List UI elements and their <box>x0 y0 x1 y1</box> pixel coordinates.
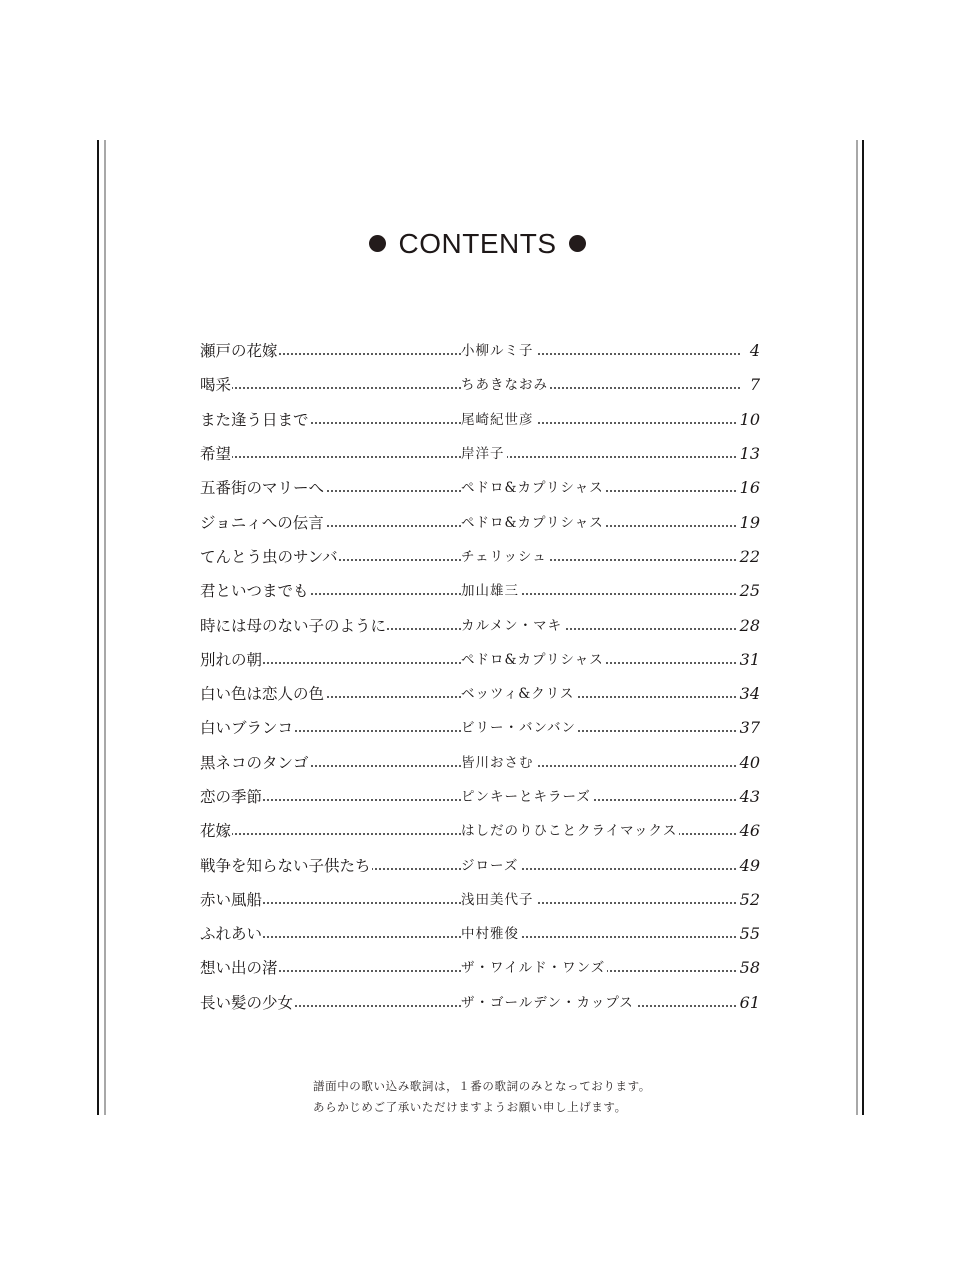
artist-name: ベッツィ&クリス <box>461 686 575 703</box>
bullet-dot-icon <box>569 235 586 252</box>
page-number: 10 <box>739 409 760 429</box>
left-border-rule-dark <box>97 140 99 1115</box>
artist-name: チェリッシュ <box>461 548 547 565</box>
artist-name: ペドロ&カプリシャス <box>461 514 604 531</box>
toc-entry <box>200 814 760 848</box>
page-number: 37 <box>739 718 760 738</box>
song-title: 別れの朝 <box>200 650 263 669</box>
page-number: 43 <box>739 787 760 806</box>
toc-entry <box>200 608 760 642</box>
table-of-contents <box>200 334 760 1020</box>
left-border-rule-light <box>104 140 106 1115</box>
page-number: 25 <box>739 581 760 601</box>
toc-entry <box>200 540 760 574</box>
song-title: 花嫁 <box>200 822 232 841</box>
right-border-rule-dark <box>862 140 864 1115</box>
toc-entry <box>200 951 760 985</box>
song-title: 長い髪の少女 <box>200 993 294 1012</box>
toc-entry <box>200 848 760 882</box>
page-number: 40 <box>739 752 760 772</box>
page-number: 58 <box>739 958 760 978</box>
artist-name: 加山雄三 <box>461 583 519 600</box>
page-number: 16 <box>739 478 760 498</box>
toc-entry <box>200 780 760 814</box>
page-number: 46 <box>739 821 760 841</box>
song-title: 戦争を知らない子供たち <box>200 856 371 875</box>
page-number: 52 <box>739 889 760 909</box>
song-title: ふれあい <box>200 925 263 944</box>
page-number: 61 <box>739 992 760 1012</box>
toc-entry <box>200 505 760 539</box>
toc-entry <box>200 471 760 505</box>
artist-name: ピンキーとキラーズ <box>461 789 591 805</box>
song-title: 白いブランコ <box>200 719 294 738</box>
artist-name: ペドロ&カプリシャス <box>461 480 604 497</box>
page-number: 7 <box>744 375 760 395</box>
artist-name: カルメン・マキ <box>461 617 563 634</box>
artist-name: 尾崎紀世彦 <box>461 411 534 428</box>
toc-entry <box>200 334 760 368</box>
artist-name: 皆川おさむ <box>461 754 534 771</box>
song-title: 恋の季節 <box>200 788 263 806</box>
song-title: 黒ネコのタンゴ <box>200 753 309 772</box>
artist-name: ジローズ <box>461 857 519 874</box>
song-title: 君といつまでも <box>200 582 309 601</box>
song-title: ジョニィへの伝言 <box>200 513 324 532</box>
toc-entry <box>200 917 760 951</box>
artist-name: ザ・ワイルド・ワンズ <box>461 960 606 977</box>
page-number: 49 <box>739 855 760 875</box>
page-number: 22 <box>739 546 760 566</box>
song-title: 希望 <box>200 445 232 464</box>
artist-name: 浅田美代子 <box>461 891 534 908</box>
toc-entry <box>200 677 760 711</box>
artist-name: 岸洋子 <box>461 446 505 463</box>
page-number: 28 <box>739 615 760 635</box>
toc-entry <box>200 574 760 608</box>
song-title: 赤い風船 <box>200 890 263 909</box>
artist-name: はしだのりひことクライマックス <box>461 823 678 840</box>
toc-entry <box>200 437 760 471</box>
artist-name: ビリー・バンバン <box>461 720 577 737</box>
toc-entry <box>200 403 760 437</box>
page-title-text: CONTENTS <box>398 228 557 259</box>
footer-note-line-2: あらかじめご了承いただけますようお願い申し上げます。 <box>313 1100 627 1114</box>
page-number: 31 <box>739 649 760 669</box>
song-title: 白い色は恋人の色 <box>200 685 325 704</box>
right-border-rule-light <box>856 140 858 1115</box>
dot-leader <box>200 387 461 389</box>
dot-leader <box>200 456 461 458</box>
dot-leader <box>200 833 461 835</box>
artist-name: ちあきなおみ <box>461 377 548 394</box>
page-number: 4 <box>744 341 760 361</box>
toc-entry <box>200 986 760 1020</box>
artist-name: 小柳ルミ子 <box>461 343 534 360</box>
song-title: 瀬戸の花嫁 <box>200 342 278 361</box>
song-title: てんとう虫のサンバ <box>200 547 338 566</box>
footer-note-line-1: 譜面中の歌い込み歌詞は，１番の歌詞のみとなっております。 <box>313 1079 651 1093</box>
artist-name: 中村雅俊 <box>461 926 519 943</box>
page-number: 34 <box>739 684 760 704</box>
page-number: 13 <box>739 444 760 464</box>
toc-entry <box>200 711 760 745</box>
page-title <box>0 226 955 262</box>
toc-entry <box>200 746 760 780</box>
song-title: 五番街のマリーへ <box>200 479 325 498</box>
bullet-dot-icon <box>369 235 386 252</box>
artist-name: ペドロ&カプリシャス <box>461 651 604 668</box>
toc-entry <box>200 883 760 917</box>
song-title: 時には母のない子のように <box>200 616 387 635</box>
song-title: また逢う日まで <box>200 410 309 429</box>
artist-name: ザ・ゴールデン・カップス <box>461 994 634 1011</box>
page-number: 55 <box>739 924 760 944</box>
song-title: 喝采 <box>200 376 232 395</box>
song-title: 想い出の渚 <box>200 959 278 978</box>
toc-entry <box>200 368 760 402</box>
page-number: 19 <box>739 512 760 532</box>
toc-entry <box>200 643 760 677</box>
footer-note <box>313 1076 713 1118</box>
